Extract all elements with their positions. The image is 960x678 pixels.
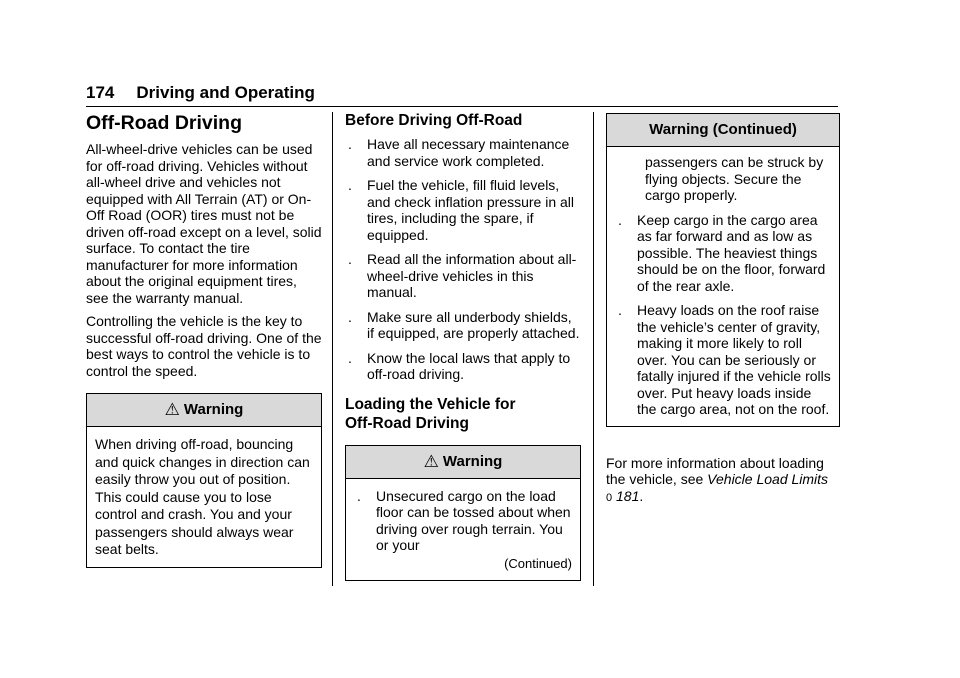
warning-icon: ⚠ bbox=[164, 400, 180, 419]
column-divider-1 bbox=[332, 112, 333, 586]
warning-text: When driving off-road, bouncing and quick changes in direction can easily throw you out of position. This could cause you to lose control and crash. You and your passengers should always wear seat belts. bbox=[95, 436, 310, 557]
bullet-icon: . bbox=[618, 302, 622, 318]
section-title-loading: Loading the Vehicle for Off-Road Driving bbox=[345, 395, 516, 432]
column-divider-2 bbox=[593, 112, 594, 586]
continued-label: (Continued) bbox=[504, 555, 572, 571]
section-title-before-driving: Before Driving Off-Road bbox=[345, 112, 523, 129]
warning-title: Warning bbox=[183, 401, 244, 418]
bullet-icon: . bbox=[618, 211, 622, 228]
list-item: . Heavy loads on the roof raise the vehicle’s center of gravity, making it more likely to roll over. You can be seriously or fatally injured if the vehicle rolls over. Put heavy loads inside the cargo area, not on the roof. bbox=[618, 302, 831, 417]
bullet-icon: . bbox=[348, 251, 352, 267]
chapter-title: Driving and Operating bbox=[136, 83, 315, 102]
list-item: . Know the local laws that apply to off-road driving. bbox=[348, 349, 571, 382]
warning-header bbox=[607, 114, 839, 147]
list-item: . Fuel the vehicle, fill fluid levels, and check inflation pressure in all tires, including the spare, if equipped. bbox=[348, 177, 575, 243]
column-3 bbox=[606, 108, 840, 513]
list-item: . Read all the information about all-wheel-drive vehicles in this manual. bbox=[348, 251, 577, 300]
warning-box-cargo bbox=[345, 445, 581, 581]
warning-body bbox=[87, 427, 321, 567]
page-header bbox=[86, 82, 838, 107]
section-title-off-road-driving: Off-Road Driving bbox=[86, 112, 242, 134]
warning-header bbox=[87, 394, 321, 427]
warning-icon: ⚠ bbox=[423, 451, 439, 471]
cross-reference-link[interactable]: Vehicle Load Limits bbox=[707, 471, 829, 487]
warning-box-seat-belts bbox=[86, 393, 322, 568]
warning-title: Warning bbox=[442, 452, 503, 470]
paragraph-control: Controlling the vehicle is the key to successful off-road driving. One of the best ways to control the vehicle is to control the speed. bbox=[86, 313, 322, 379]
bullet-icon: . bbox=[348, 308, 352, 325]
page-reference-icon: 0 bbox=[606, 491, 613, 504]
bullet-icon: . bbox=[348, 349, 352, 366]
bullet-icon: . bbox=[348, 136, 352, 152]
warning-header bbox=[346, 446, 580, 479]
warning-body bbox=[607, 147, 839, 426]
list-item: . Make sure all underbody shields, if equipped, are properly attached. bbox=[348, 308, 580, 341]
list-item: . Keep cargo in the cargo area as far forward and as low as possible. The heaviest things should be on the floor, forward of the rear axle. bbox=[618, 211, 826, 294]
page-number: 174 bbox=[86, 83, 115, 102]
column-2 bbox=[345, 108, 581, 581]
bullet-icon: . bbox=[348, 177, 352, 193]
column-1 bbox=[86, 108, 322, 568]
list-item: . Unsecured cargo on the load floor can be tossed about when driving over rough terrain. You or your bbox=[357, 487, 571, 553]
paragraph-more-info: For more information about loading the vehicle, see Vehicle Load Limits 0 181. bbox=[606, 454, 829, 504]
cross-reference-page[interactable]: 181 bbox=[616, 487, 640, 504]
warning-title: Warning (Continued) bbox=[649, 121, 797, 138]
list-item: . Have all necessary maintenance and service work completed. bbox=[348, 136, 570, 169]
warning-body bbox=[346, 479, 580, 580]
bullet-icon: . bbox=[357, 487, 361, 504]
before-driving-list bbox=[345, 136, 581, 383]
warning-box-continued bbox=[606, 113, 840, 427]
paragraph-intro: All-wheel-drive vehicles can be used for off-road driving. Vehicles without all-wheel drive and vehicles not equipped with All Terrain (AT) or On-Off Road (OOR) tires must not be driven off-road except on a level, solid surface. To contact the tire manufacturer for more information about the original equipment tires, see the warranty manual. bbox=[86, 141, 322, 306]
warning-continued-text: passengers can be struck by flying objects. Secure the cargo properly. bbox=[645, 154, 824, 203]
